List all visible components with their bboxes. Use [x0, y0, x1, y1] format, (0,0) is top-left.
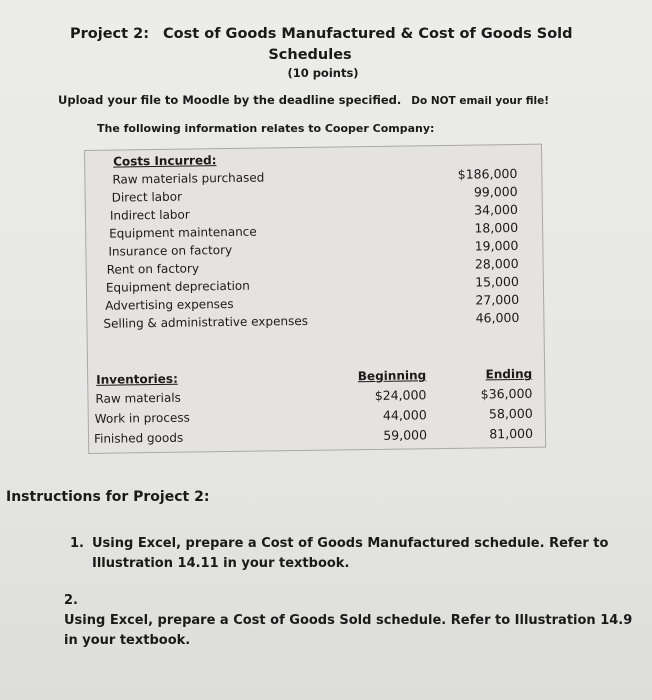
cost-amount: 19,000: [474, 237, 519, 254]
instruction-line: Illustration 14.11 in your textbook.: [92, 556, 350, 571]
ending-column-header: Ending: [485, 366, 533, 382]
inventory-ending: $36,000: [480, 385, 533, 402]
cost-amount: 28,000: [474, 255, 519, 272]
project-label: Project 2:: [70, 26, 150, 42]
inventory-beginning: $24,000: [374, 387, 427, 403]
cost-label: Rent on factory: [106, 261, 200, 277]
cost-amount: 34,000: [474, 201, 518, 218]
cost-label: Indirect labor: [109, 207, 190, 223]
cost-amount: $186,000: [457, 165, 518, 182]
instruction-line: Using Excel, prepare a Cost of Goods Sold schedule. Refer to Illustration 14.9: [64, 613, 633, 628]
instruction-item-1: [70, 534, 608, 574]
cost-label: Equipment depreciation: [105, 278, 250, 295]
cost-amount: 46,000: [475, 309, 520, 326]
cost-amount: 15,000: [475, 273, 519, 290]
beginning-column-header: Beginning: [357, 368, 427, 384]
cost-label: Selling & administrative expenses: [103, 313, 309, 331]
cost-label: Direct labor: [111, 189, 183, 205]
cost-label: Raw materials purchased: [112, 170, 265, 187]
cost-amount: 18,000: [474, 219, 519, 236]
upload-instruction: [58, 93, 549, 107]
cost-amount: 99,000: [473, 183, 518, 200]
instruction-number: 2.: [64, 593, 78, 608]
title-line-2: Schedules: [268, 47, 352, 63]
data-table-box: [84, 144, 546, 454]
intro-text: The following information relates to Cooper Company:: [97, 122, 435, 135]
cost-amount: 27,000: [475, 291, 520, 308]
inventory-beginning: 59,000: [383, 427, 428, 443]
instructions-title: Instructions for Project 2:: [6, 489, 210, 505]
inventories-header: Inventories:: [96, 371, 178, 387]
project-title: [70, 24, 590, 66]
upload-main-text: Upload your file to Moodle by the deadline specified.: [58, 93, 402, 107]
cost-label: Advertising expenses: [105, 296, 234, 313]
title-line-1: Cost of Goods Manufactured & Cost of Goods Sold: [163, 26, 573, 42]
cost-label: Insurance on factory: [108, 242, 233, 259]
cost-label: Equipment maintenance: [109, 224, 257, 241]
instruction-line: Using Excel, prepare a Cost of Goods Manufactured schedule. Refer to: [92, 536, 609, 551]
inventory-label: Finished goods: [93, 430, 184, 446]
inventory-label: Work in process: [94, 410, 190, 426]
upload-warning-text: Do NOT email your file!: [411, 95, 550, 107]
inventory-beginning: 44,000: [382, 407, 427, 423]
inventory-label: Raw materials: [95, 390, 181, 406]
instruction-number: 1.: [70, 536, 84, 551]
inventory-ending: 81,000: [489, 425, 534, 442]
instruction-line: in your textbook.: [64, 633, 191, 648]
points-label: (10 points): [287, 66, 359, 80]
costs-header: Costs Incurred:: [113, 153, 217, 169]
instruction-item-2: [64, 591, 652, 651]
inventory-ending: 58,000: [488, 405, 533, 422]
